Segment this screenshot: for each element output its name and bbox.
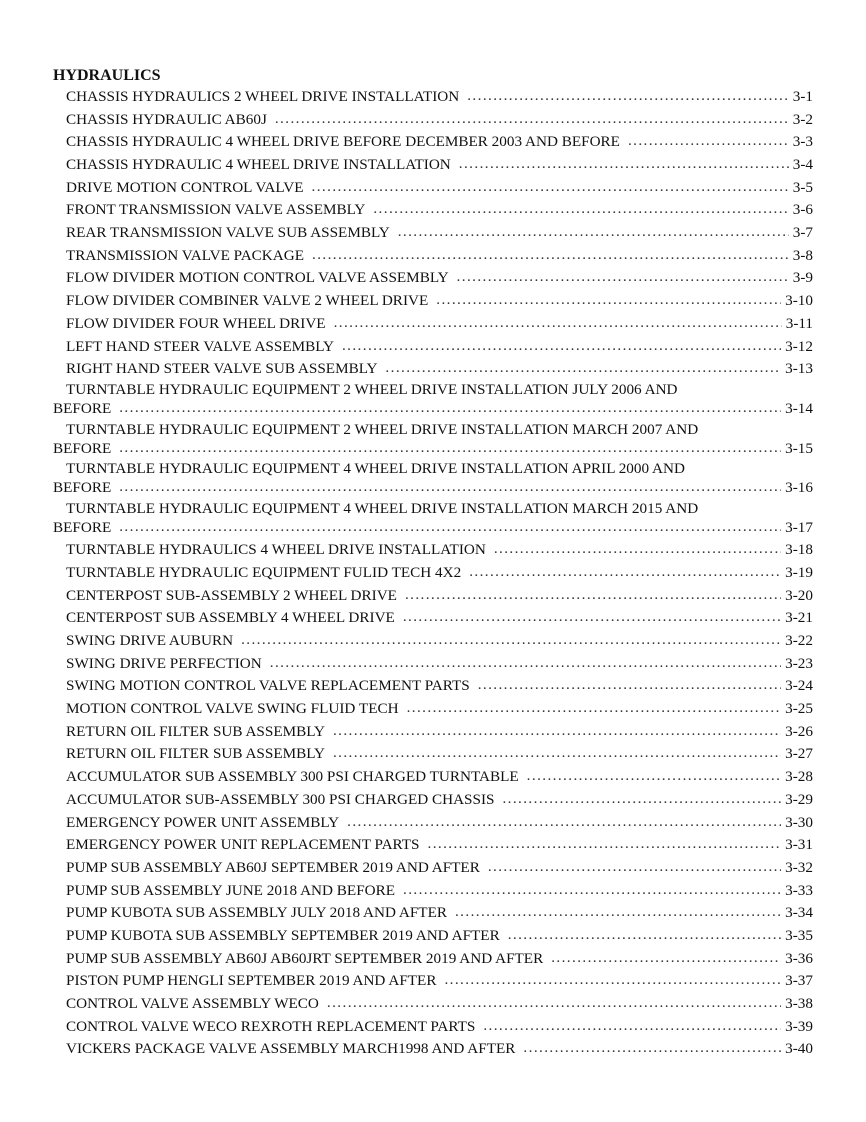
toc-entry-line2 — [53, 517, 813, 540]
toc-entry-page: 3-33 — [785, 881, 813, 899]
toc-entry-wrapped[interactable] — [53, 500, 813, 540]
dot-leader — [275, 108, 789, 131]
toc-entry-title-line1: TURNTABLE HYDRAULIC EQUIPMENT 4 WHEEL DRIVE INSTALLATION MARCH 2015 AND — [66, 499, 699, 517]
dot-leader — [455, 901, 781, 924]
toc-entry-title: TURNTABLE HYDRAULICS 4 WHEEL DRIVE INSTALLATION — [66, 541, 486, 559]
toc-entry-title-line1: TURNTABLE HYDRAULIC EQUIPMENT 2 WHEEL DRIVE INSTALLATION MARCH 2007 AND — [66, 420, 699, 438]
toc-entry-page: 3-20 — [785, 586, 813, 604]
toc-entry-line2 — [53, 398, 813, 421]
dot-leader — [469, 561, 781, 584]
toc-entry-page: 3-31 — [785, 836, 813, 854]
toc-entry-page: 3-28 — [785, 768, 813, 786]
toc-entry-page: 3-4 — [792, 156, 813, 174]
toc-entry-title: PUMP SUB ASSEMBLY AB60J SEPTEMBER 2019 AND AFTER — [66, 858, 480, 876]
toc-entry-page: 3-37 — [785, 972, 813, 990]
toc-entry-title-line2: BEFORE — [53, 518, 112, 536]
toc-entry-page: 3-29 — [785, 790, 813, 808]
toc-entry-page: 3-26 — [785, 722, 813, 740]
toc-entry-title: TRANSMISSION VALVE PACKAGE — [66, 246, 304, 264]
toc-entry-title: DRIVE MOTION CONTROL VALVE — [66, 178, 304, 196]
toc-entry[interactable] — [53, 177, 813, 200]
toc-entry[interactable] — [53, 834, 813, 857]
toc-entry-title: RETURN OIL FILTER SUB ASSEMBLY — [66, 745, 325, 763]
toc-entry-page: 3-13 — [785, 360, 813, 378]
dot-leader — [551, 947, 781, 970]
dot-leader — [508, 924, 781, 947]
toc-entry-page: 3-40 — [785, 1040, 813, 1058]
dot-leader — [373, 198, 788, 221]
toc-entry-page: 3-3 — [792, 133, 813, 151]
toc-entry-title: FRONT TRANSMISSION VALVE ASSEMBLY — [66, 201, 366, 219]
toc-entry[interactable] — [53, 199, 813, 222]
dot-leader — [527, 765, 781, 788]
toc-entry[interactable] — [53, 789, 813, 812]
dot-leader — [334, 312, 782, 335]
toc-entry-title: SWING MOTION CONTROL VALVE REPLACEMENT PARTS — [66, 677, 470, 695]
dot-leader — [119, 437, 781, 460]
toc-entry-title: FLOW DIVIDER FOUR WHEEL DRIVE — [66, 314, 326, 332]
toc-entry[interactable] — [53, 744, 813, 767]
dot-leader — [312, 244, 789, 267]
toc-entry[interactable] — [53, 131, 813, 154]
toc-entry-page: 3-35 — [785, 926, 813, 944]
toc-entry[interactable] — [53, 268, 813, 291]
toc-entry-title: FLOW DIVIDER COMBINER VALVE 2 WHEEL DRIVE — [66, 292, 429, 310]
toc-entry-page: 3-10 — [785, 292, 813, 310]
toc-entry-page: 3-16 — [785, 479, 813, 497]
dot-leader — [467, 85, 789, 108]
toc-entry-page: 3-38 — [785, 995, 813, 1013]
toc-entry[interactable] — [53, 86, 813, 109]
toc-entry-page: 3-17 — [785, 518, 813, 536]
dot-leader — [494, 538, 781, 561]
toc-list-wrapped — [53, 381, 813, 539]
toc-entry-page: 3-27 — [785, 745, 813, 763]
dot-leader — [478, 674, 781, 697]
dot-leader — [403, 879, 781, 902]
toc-entry-title: CENTERPOST SUB-ASSEMBLY 2 WHEEL DRIVE — [66, 586, 397, 604]
toc-entry-title: EMERGENCY POWER UNIT ASSEMBLY — [66, 813, 340, 831]
dot-leader — [405, 584, 781, 607]
toc-entry-title: CONTROL VALVE ASSEMBLY WECO — [66, 995, 319, 1013]
dot-leader — [436, 289, 781, 312]
dot-leader — [342, 335, 781, 358]
toc-entry-page: 3-11 — [785, 314, 813, 332]
dot-leader — [327, 992, 781, 1015]
toc-entry-title: CHASSIS HYDRAULIC 4 WHEEL DRIVE BEFORE DECEMBER 2003 AND BEFORE — [66, 133, 620, 151]
toc-entry-title: CHASSIS HYDRAULICS 2 WHEEL DRIVE INSTALLATION — [66, 87, 460, 105]
dot-leader — [333, 742, 781, 765]
toc-entry-page: 3-19 — [785, 563, 813, 581]
toc-entry-page: 3-32 — [785, 858, 813, 876]
toc-entry-page: 3-15 — [785, 439, 813, 457]
toc-entry[interactable] — [53, 880, 813, 903]
toc-entry[interactable] — [53, 766, 813, 789]
toc-entry-title: PUMP SUB ASSEMBLY AB60J AB60JRT SEPTEMBER 2019 AND AFTER — [66, 949, 544, 967]
dot-leader — [119, 397, 781, 420]
toc-entry-page: 3-2 — [792, 110, 813, 128]
toc-entry-title: REAR TRANSMISSION VALVE SUB ASSEMBLY — [66, 224, 390, 242]
toc-entry-title: PUMP KUBOTA SUB ASSEMBLY SEPTEMBER 2019 AND AFTER — [66, 926, 500, 944]
toc-entry[interactable] — [53, 948, 813, 971]
toc-entry-title: VICKERS PACKAGE VALVE ASSEMBLY MARCH1998 AND AFTER — [66, 1040, 516, 1058]
toc-entry-title-line1: TURNTABLE HYDRAULIC EQUIPMENT 2 WHEEL DRIVE INSTALLATION JULY 2006 AND — [66, 380, 678, 398]
toc-entry-title: PISTON PUMP HENGLI SEPTEMBER 2019 AND AFTER — [66, 972, 437, 990]
toc-entry[interactable] — [53, 585, 813, 608]
toc-entry-title: SWING DRIVE AUBURN — [66, 632, 234, 650]
toc-entry-title: CHASSIS HYDRAULIC 4 WHEEL DRIVE INSTALLATION — [66, 156, 451, 174]
dot-leader — [119, 476, 781, 499]
section-title: HYDRAULICS — [53, 67, 161, 84]
dot-leader — [523, 1037, 781, 1060]
toc-entry-page: 3-14 — [785, 399, 813, 417]
toc-entry-title: PUMP SUB ASSEMBLY JUNE 2018 AND BEFORE — [66, 881, 396, 899]
toc-entry-page: 3-22 — [785, 632, 813, 650]
toc-entry-page: 3-6 — [792, 201, 813, 219]
toc-entry[interactable] — [53, 993, 813, 1016]
toc-entry[interactable] — [53, 607, 813, 630]
toc-entry-title: CHASSIS HYDRAULIC AB60J — [66, 110, 267, 128]
toc-entry[interactable] — [53, 290, 813, 313]
toc-entry-wrapped[interactable] — [53, 460, 813, 500]
toc-entry-wrapped[interactable] — [53, 381, 813, 421]
toc-entry[interactable] — [53, 109, 813, 132]
toc-entry-wrapped[interactable] — [53, 421, 813, 461]
toc-entry-title: ACCUMULATOR SUB ASSEMBLY 300 PSI CHARGED TURNTABLE — [66, 768, 519, 786]
toc-entry[interactable] — [53, 539, 813, 562]
toc-entry-page: 3-8 — [792, 246, 813, 264]
toc-entry[interactable] — [53, 1016, 813, 1039]
toc-entry-title: CONTROL VALVE WECO REXROTH REPLACEMENT PARTS — [66, 1017, 476, 1035]
toc-entry-page: 3-5 — [792, 178, 813, 196]
dot-leader — [483, 1015, 781, 1038]
toc-list-continued — [53, 539, 813, 1061]
toc-entry-title: SWING DRIVE PERFECTION — [66, 654, 262, 672]
dot-leader — [407, 697, 782, 720]
toc-entry-title: RETURN OIL FILTER SUB ASSEMBLY — [66, 722, 325, 740]
dot-leader — [502, 788, 781, 811]
dot-leader — [444, 969, 781, 992]
dot-leader — [398, 221, 789, 244]
toc-entry-page: 3-30 — [785, 813, 813, 831]
dot-leader — [333, 720, 781, 743]
toc-entry[interactable] — [53, 358, 813, 381]
toc-entry[interactable] — [53, 154, 813, 177]
toc-entry[interactable] — [53, 222, 813, 245]
toc-entry[interactable] — [53, 313, 813, 336]
toc-entry-page: 3-7 — [792, 224, 813, 242]
toc-entry-page: 3-1 — [792, 87, 813, 105]
toc-entry[interactable] — [53, 698, 813, 721]
toc-entry[interactable] — [53, 925, 813, 948]
toc-entry-title: ACCUMULATOR SUB-ASSEMBLY 300 PSI CHARGED CHASSIS — [66, 790, 495, 808]
toc-entry-title-line2: BEFORE — [53, 399, 112, 417]
toc-entry[interactable] — [53, 245, 813, 268]
toc-entry[interactable] — [53, 562, 813, 585]
toc-entry[interactable] — [53, 675, 813, 698]
toc-entry[interactable] — [53, 970, 813, 993]
toc-entry[interactable] — [53, 1038, 813, 1061]
toc-entry[interactable] — [53, 653, 813, 676]
toc-entry[interactable] — [53, 812, 813, 835]
toc-entry-title-line1: TURNTABLE HYDRAULIC EQUIPMENT 4 WHEEL DRIVE INSTALLATION APRIL 2000 AND — [66, 460, 685, 478]
toc-page — [53, 66, 813, 1061]
dot-leader — [385, 357, 781, 380]
toc-entry-page: 3-23 — [785, 654, 813, 672]
toc-entry-page: 3-34 — [785, 904, 813, 922]
dot-leader — [270, 652, 781, 675]
toc-entry[interactable] — [53, 902, 813, 925]
toc-list — [53, 86, 813, 381]
toc-entry-title: RIGHT HAND STEER VALVE SUB ASSEMBLY — [66, 360, 378, 378]
dot-leader — [488, 856, 781, 879]
toc-entry-title: EMERGENCY POWER UNIT REPLACEMENT PARTS — [66, 836, 420, 854]
toc-entry-title-line2: BEFORE — [53, 439, 112, 457]
toc-entry-page: 3-24 — [785, 677, 813, 695]
toc-entry-page: 3-9 — [792, 269, 813, 287]
toc-entry-page: 3-12 — [785, 337, 813, 355]
toc-entry[interactable] — [53, 630, 813, 653]
toc-entry-title: LEFT HAND STEER VALVE ASSEMBLY — [66, 337, 334, 355]
toc-entry-title-line2: BEFORE — [53, 479, 112, 497]
toc-entry[interactable] — [53, 336, 813, 359]
dot-leader — [312, 176, 789, 199]
toc-entry-page: 3-36 — [785, 949, 813, 967]
toc-entry-page: 3-39 — [785, 1017, 813, 1035]
toc-entry-page: 3-25 — [785, 700, 813, 718]
dot-leader — [241, 629, 781, 652]
toc-entry-title: PUMP KUBOTA SUB ASSEMBLY JULY 2018 AND AFTER — [66, 904, 447, 922]
toc-entry-page: 3-21 — [785, 609, 813, 627]
toc-entry-title: CENTERPOST SUB ASSEMBLY 4 WHEEL DRIVE — [66, 609, 395, 627]
dot-leader — [428, 833, 782, 856]
toc-entry[interactable] — [53, 721, 813, 744]
dot-leader — [347, 811, 781, 834]
dot-leader — [459, 153, 789, 176]
toc-entry[interactable] — [53, 857, 813, 880]
dot-leader — [628, 130, 789, 153]
dot-leader — [119, 516, 781, 539]
dot-leader — [457, 266, 789, 289]
dot-leader — [403, 606, 781, 629]
toc-entry-title: FLOW DIVIDER MOTION CONTROL VALVE ASSEMBLY — [66, 269, 449, 287]
toc-entry-title: MOTION CONTROL VALVE SWING FLUID TECH — [66, 700, 399, 718]
toc-entry-line2 — [53, 477, 813, 500]
toc-entry-line2 — [53, 438, 813, 461]
toc-entry-page: 3-18 — [785, 541, 813, 559]
toc-entry-title: TURNTABLE HYDRAULIC EQUIPMENT FULID TECH 4X2 — [66, 563, 462, 581]
